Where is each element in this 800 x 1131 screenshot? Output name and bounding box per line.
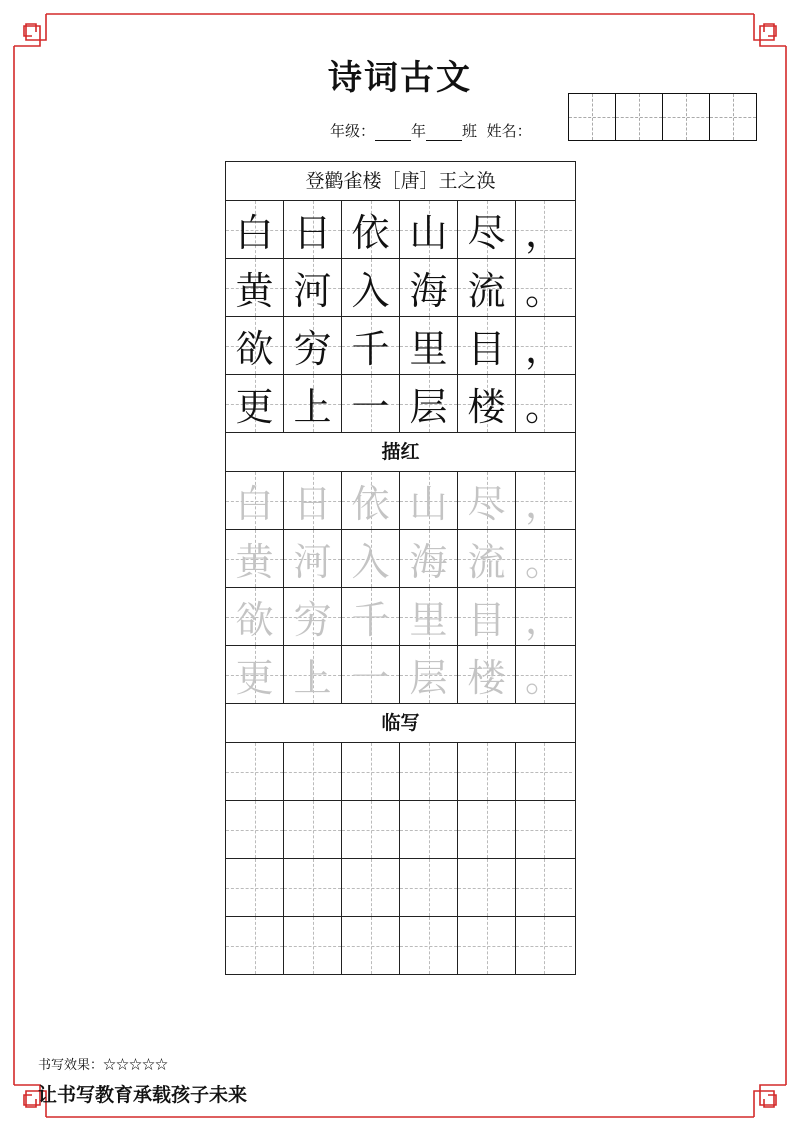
model-cell	[458, 317, 516, 374]
trace-row	[226, 472, 575, 530]
trace-character: 海	[409, 540, 448, 584]
model-character: 入	[351, 269, 390, 313]
copy-cell[interactable]	[226, 801, 284, 858]
practice-sheet	[225, 161, 576, 975]
trace-character: 河	[293, 540, 332, 584]
trace-cell	[516, 588, 572, 645]
trace-character: 依	[351, 482, 390, 526]
trace-character: 流	[467, 540, 506, 584]
model-cell	[458, 259, 516, 316]
trace-cell	[342, 472, 400, 529]
trace-character: ，	[524, 482, 563, 526]
trace-character: 。	[524, 540, 563, 584]
star-rating-icons[interactable]: ☆☆☆☆☆	[103, 1058, 169, 1073]
model-character: 日	[293, 211, 332, 255]
name-box[interactable]	[569, 93, 616, 141]
name-box[interactable]	[710, 93, 757, 141]
copy-cell[interactable]	[516, 859, 572, 916]
footer-slogan: 让书写教育承载孩子未来	[38, 1084, 248, 1106]
model-cell	[516, 317, 572, 374]
trace-cell	[458, 588, 516, 645]
trace-cell	[458, 530, 516, 587]
trace-cell	[226, 588, 284, 645]
copy-cell[interactable]	[284, 801, 342, 858]
trace-character: 穷	[293, 598, 332, 642]
copy-cell[interactable]	[342, 801, 400, 858]
model-cell	[516, 259, 572, 316]
model-character: 千	[351, 327, 390, 371]
poem-heading: 登鹳雀楼［唐］王之涣	[226, 162, 575, 201]
trace-cell	[284, 530, 342, 587]
model-character: 层	[409, 385, 448, 429]
model-character: 楼	[467, 385, 506, 429]
trace-cell	[342, 646, 400, 703]
trace-section-label: 描红	[226, 433, 575, 472]
trace-cell	[226, 530, 284, 587]
trace-character: 目	[467, 598, 506, 642]
copy-section-label: 临写	[226, 704, 575, 743]
copy-cell[interactable]	[516, 743, 572, 800]
copy-row	[226, 743, 575, 801]
trace-character: 白	[235, 482, 274, 526]
trace-cell	[516, 530, 572, 587]
trace-cell	[516, 646, 572, 703]
trace-cell	[342, 530, 400, 587]
trace-character: 黄	[235, 540, 274, 584]
class-label: 班	[462, 122, 478, 140]
trace-cell	[400, 530, 458, 587]
model-character: 欲	[235, 327, 274, 371]
copy-cell[interactable]	[284, 859, 342, 916]
trace-cell	[226, 646, 284, 703]
name-box[interactable]	[616, 93, 663, 141]
copy-cell[interactable]	[400, 917, 458, 974]
model-cell	[226, 201, 284, 258]
writing-rating	[38, 1054, 168, 1073]
model-row	[226, 259, 575, 317]
trace-character: 里	[409, 598, 448, 642]
trace-cell	[516, 472, 572, 529]
trace-character: 上	[293, 656, 332, 700]
copy-row	[226, 801, 575, 859]
trace-grid	[226, 472, 575, 704]
trace-character: 楼	[467, 656, 506, 700]
trace-cell	[226, 472, 284, 529]
model-cell	[342, 259, 400, 316]
model-character: ，	[524, 327, 563, 371]
model-character: 山	[409, 211, 448, 255]
trace-cell	[284, 588, 342, 645]
model-character: 。	[524, 385, 563, 429]
model-cell	[516, 201, 572, 258]
model-cell	[284, 375, 342, 432]
trace-character: ，	[524, 598, 563, 642]
model-character: 一	[351, 385, 390, 429]
copy-cell[interactable]	[342, 859, 400, 916]
trace-row	[226, 530, 575, 588]
trace-character: 。	[524, 656, 563, 700]
trace-cell	[458, 646, 516, 703]
model-character: 上	[293, 385, 332, 429]
grade-label: 年级：	[330, 122, 376, 140]
model-cell	[458, 201, 516, 258]
trace-character: 更	[235, 656, 274, 700]
trace-cell	[342, 588, 400, 645]
name-label: 姓名：	[486, 122, 532, 140]
trace-cell	[400, 588, 458, 645]
name-box[interactable]	[663, 93, 710, 141]
copy-cell[interactable]	[458, 743, 516, 800]
grade-blank[interactable]	[375, 126, 411, 141]
copy-cell[interactable]	[516, 801, 572, 858]
model-cell	[284, 201, 342, 258]
model-character: 穷	[293, 327, 332, 371]
model-cell	[400, 317, 458, 374]
model-cell	[226, 375, 284, 432]
year-label: 年	[411, 122, 427, 140]
name-writing-boxes	[568, 93, 757, 141]
copy-cell[interactable]	[400, 859, 458, 916]
model-cell	[226, 259, 284, 316]
trace-character: 日	[293, 482, 332, 526]
model-character: 白	[235, 211, 274, 255]
copy-cell[interactable]	[226, 917, 284, 974]
model-cell	[400, 201, 458, 258]
class-blank[interactable]	[426, 126, 462, 141]
copy-cell[interactable]	[226, 743, 284, 800]
model-cell	[342, 317, 400, 374]
model-character: 目	[467, 327, 506, 371]
trace-character: 欲	[235, 598, 274, 642]
copy-cell[interactable]	[516, 917, 572, 974]
model-cell	[226, 317, 284, 374]
model-cell	[400, 259, 458, 316]
trace-character: 千	[351, 598, 390, 642]
model-character: 海	[409, 269, 448, 313]
model-cell	[458, 375, 516, 432]
model-row	[226, 201, 575, 259]
trace-row	[226, 646, 575, 703]
trace-cell	[400, 472, 458, 529]
model-grid	[226, 201, 575, 433]
copy-cell[interactable]	[458, 859, 516, 916]
rating-label: 书写效果：	[38, 1058, 104, 1073]
model-character: 更	[235, 385, 274, 429]
model-row	[226, 317, 575, 375]
model-character: 里	[409, 327, 448, 371]
trace-cell	[400, 646, 458, 703]
trace-character: 尽	[467, 482, 506, 526]
copy-cell[interactable]	[284, 743, 342, 800]
model-cell	[284, 259, 342, 316]
copy-cell[interactable]	[342, 743, 400, 800]
trace-character: 山	[409, 482, 448, 526]
model-character: ，	[524, 211, 563, 255]
copy-cell[interactable]	[284, 917, 342, 974]
trace-cell	[284, 472, 342, 529]
model-cell	[342, 201, 400, 258]
model-cell	[342, 375, 400, 432]
copy-cell[interactable]	[400, 743, 458, 800]
copy-cell[interactable]	[400, 801, 458, 858]
trace-character: 入	[351, 540, 390, 584]
trace-character: 层	[409, 656, 448, 700]
model-character: 。	[524, 269, 563, 313]
trace-cell	[284, 646, 342, 703]
copy-cell[interactable]	[342, 917, 400, 974]
model-character: 河	[293, 269, 332, 313]
model-character: 依	[351, 211, 390, 255]
model-cell	[284, 317, 342, 374]
copy-cell[interactable]	[458, 917, 516, 974]
model-character: 尽	[467, 211, 506, 255]
student-info-line	[330, 120, 532, 141]
copy-cell[interactable]	[226, 859, 284, 916]
model-row	[226, 375, 575, 432]
model-cell	[516, 375, 572, 432]
copy-row	[226, 859, 575, 917]
trace-row	[226, 588, 575, 646]
copy-row	[226, 917, 575, 974]
copy-cell[interactable]	[458, 801, 516, 858]
model-character: 黄	[235, 269, 274, 313]
trace-cell	[458, 472, 516, 529]
model-cell	[400, 375, 458, 432]
model-character: 流	[467, 269, 506, 313]
copy-grid	[226, 743, 575, 974]
trace-character: 一	[351, 656, 390, 700]
page-title: 诗词古文	[328, 58, 472, 98]
